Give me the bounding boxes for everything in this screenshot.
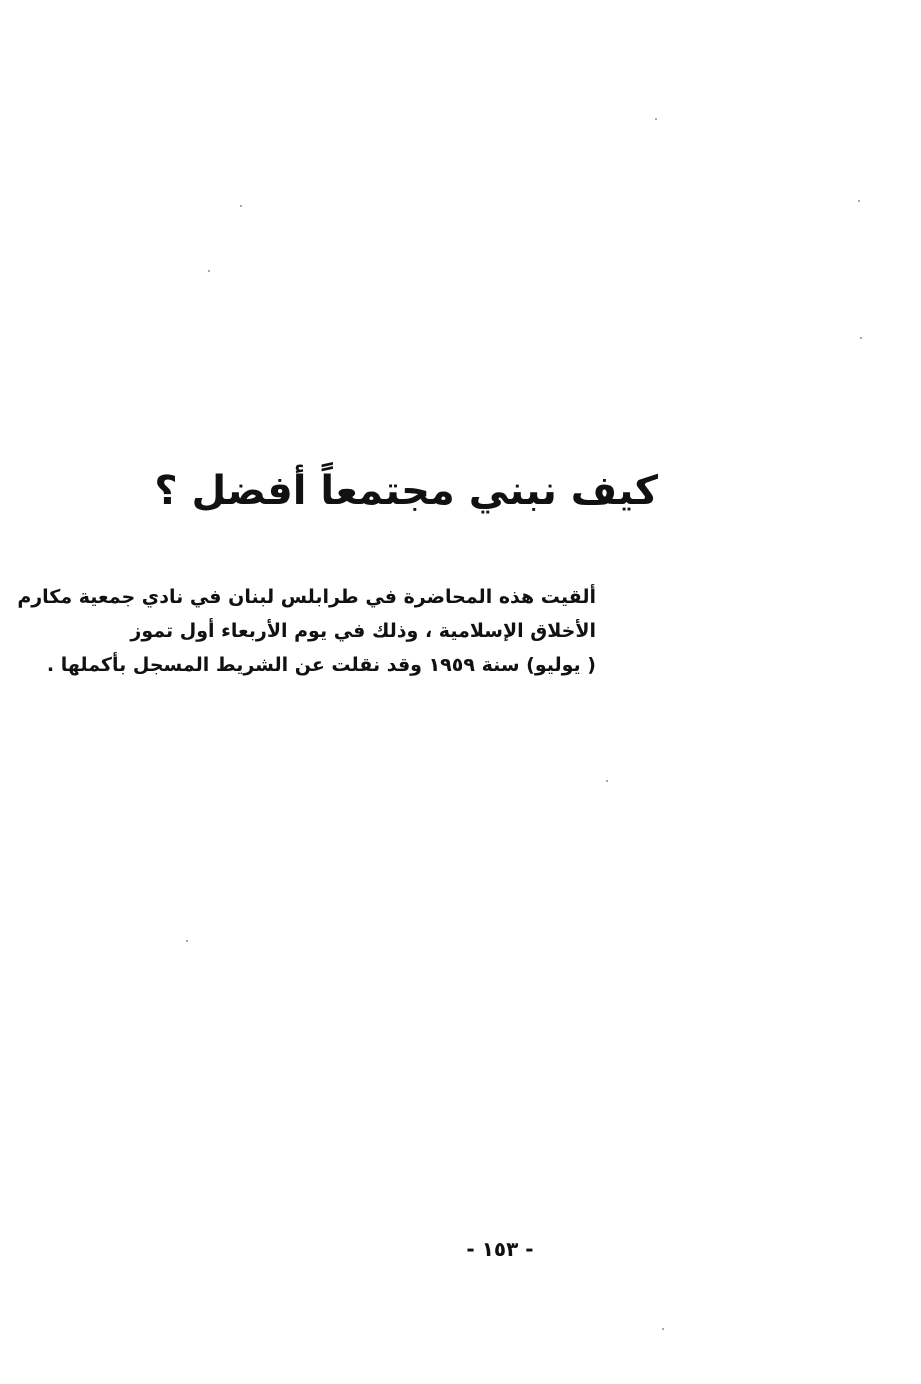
scan-speck: [655, 118, 657, 120]
scan-speck: [240, 205, 242, 207]
scan-speck: [662, 1328, 664, 1330]
lecture-note-line-2: الأخلاق الإسلامية ، وذلك في يوم الأربعاء أول تموز: [130, 620, 596, 642]
scan-speck: [186, 940, 188, 942]
lecture-note-line-1: ألقيت هذه المحاضرة في طرابلس لبنان في نادي جمعية مكارم: [17, 586, 596, 608]
page-number: - ١٥٣ -: [466, 1237, 534, 1261]
scan-speck: [208, 270, 210, 272]
scan-speck: [858, 200, 860, 202]
lecture-note-line-3: ( يوليو) سنة ١٩٥٩ وقد نقلت عن الشريط المسجل بأكملها .: [46, 654, 596, 676]
chapter-title: كيف نبني مجتمعاً أفضل ؟: [154, 468, 658, 514]
scan-speck: [606, 780, 608, 782]
lecture-note: [17, 580, 596, 682]
scan-speck: [860, 337, 862, 339]
